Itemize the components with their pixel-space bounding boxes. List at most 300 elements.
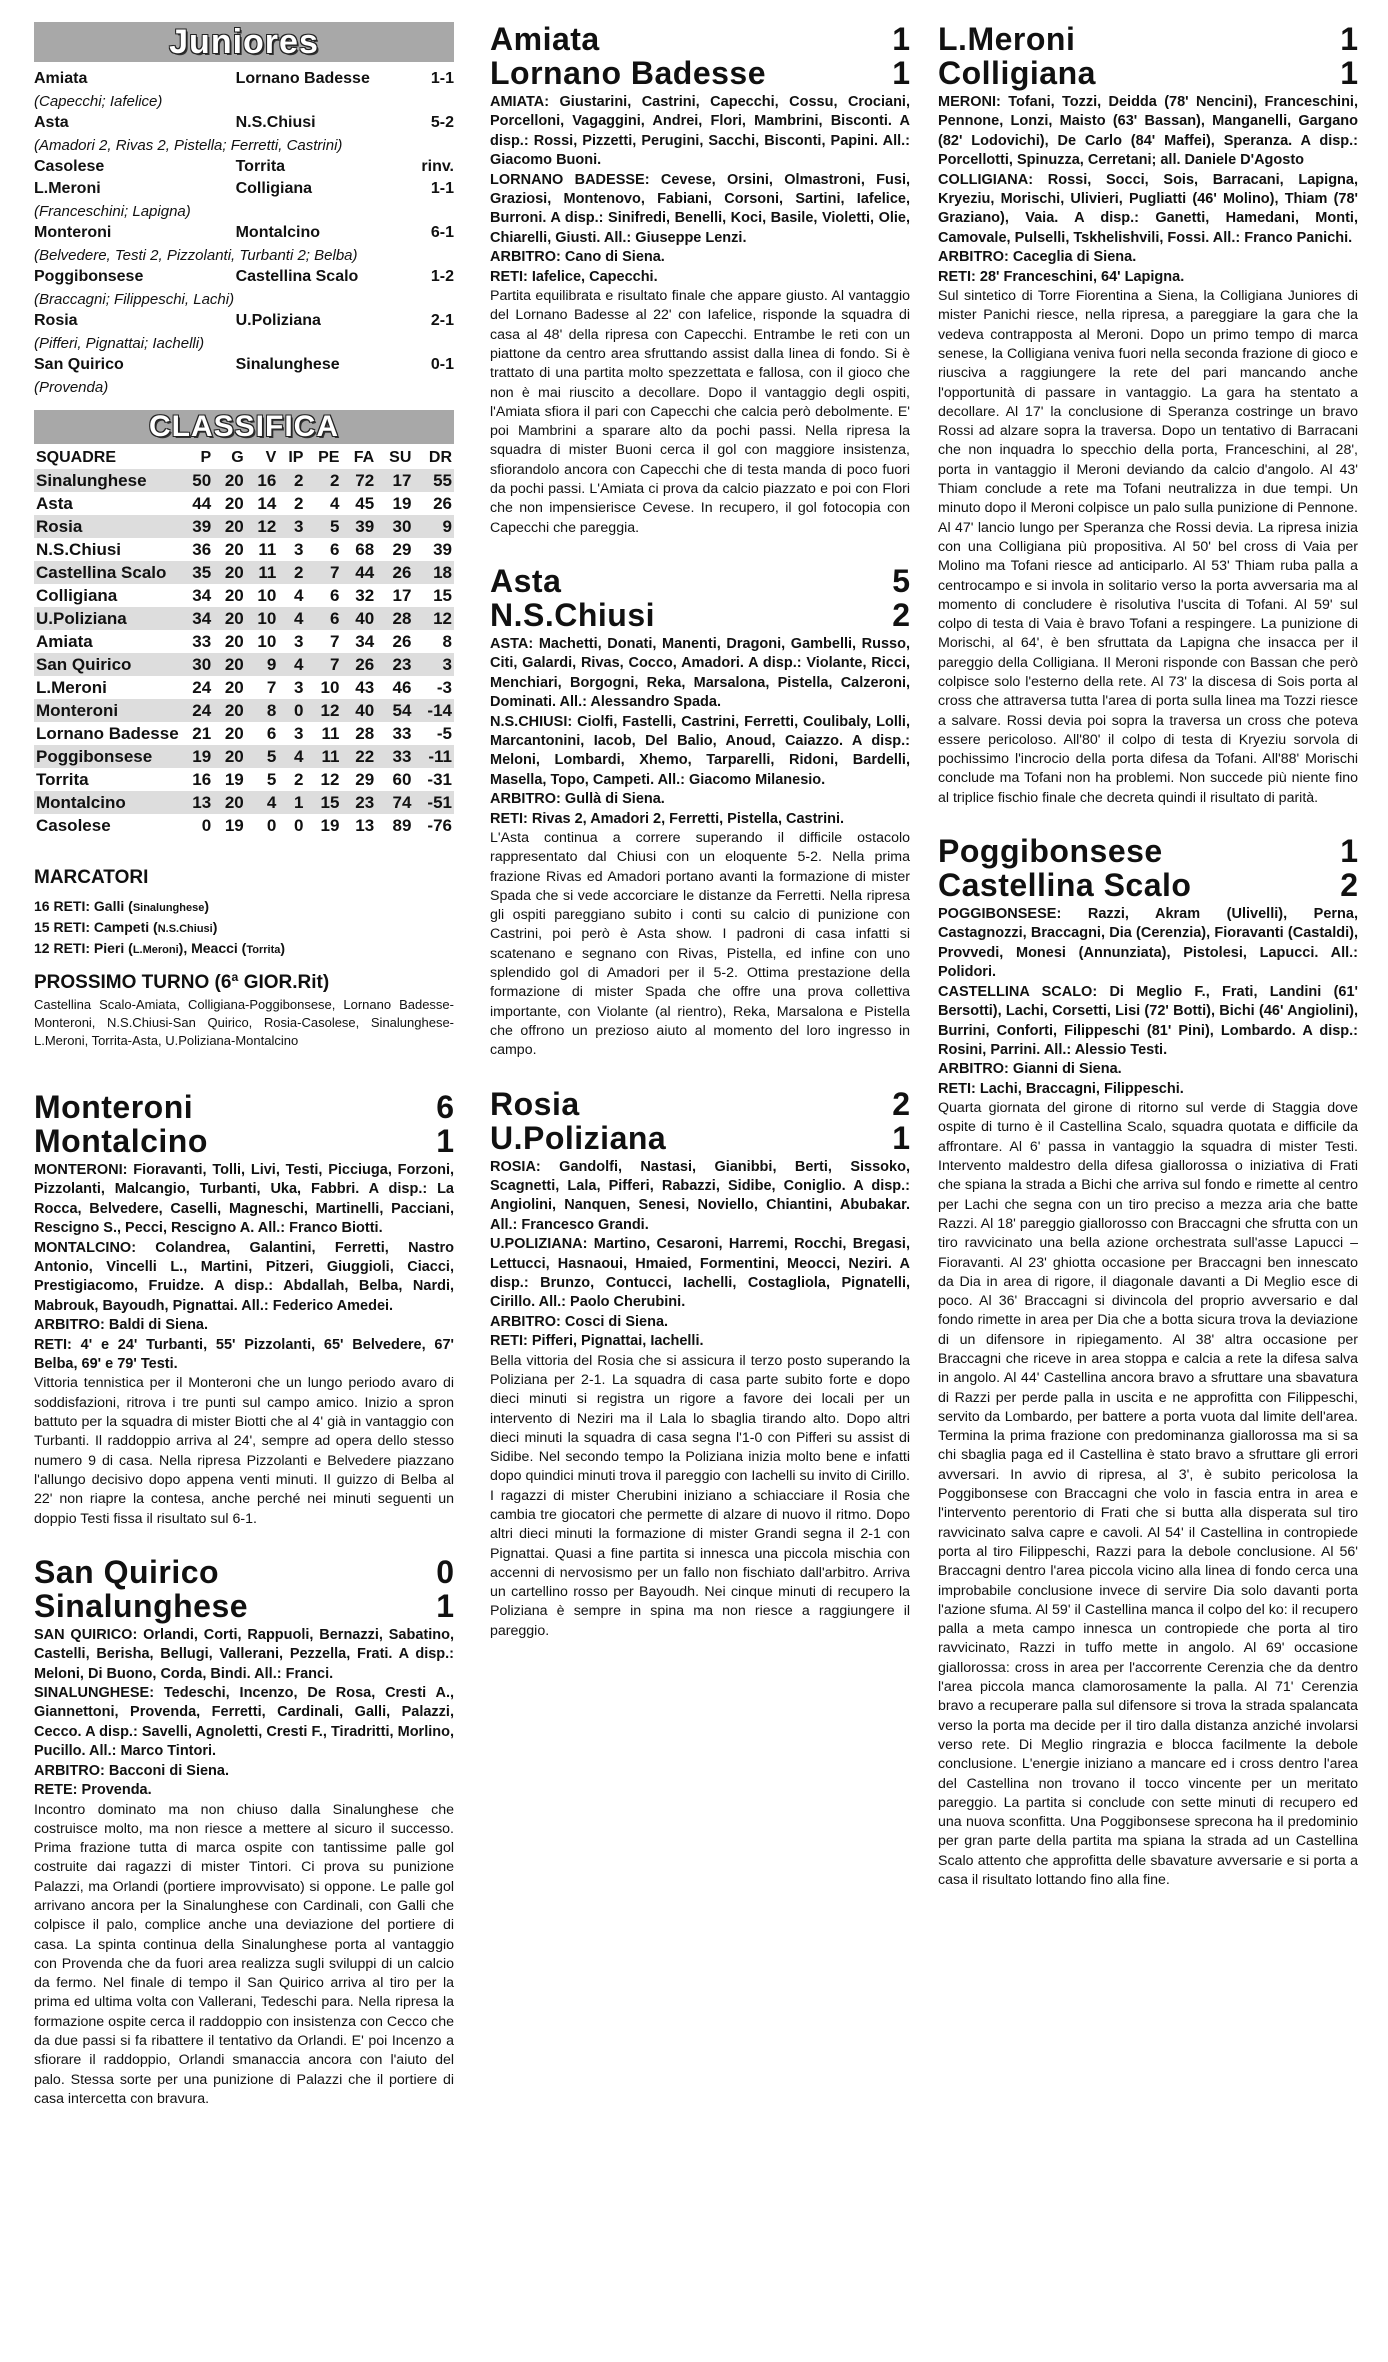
result-score: rinv. xyxy=(421,158,454,175)
match-sanquirico-sinalunghese xyxy=(34,1555,454,2109)
home-lineup xyxy=(490,93,910,171)
referee xyxy=(34,1316,454,1335)
standings-cell: 1 xyxy=(278,791,305,814)
away-team-name: U.Poliziana xyxy=(490,1119,667,1156)
away-lineup-label: SINALUNGHESE: xyxy=(34,1685,155,1702)
standings-cell: 20 xyxy=(213,699,246,722)
match-info xyxy=(34,1626,454,1801)
standings-cell: 9 xyxy=(246,653,279,676)
standings-cell: 19 xyxy=(392,493,412,513)
standings-cell: 89 xyxy=(392,815,412,835)
goals-text: Pifferi, Pignattai, Iachelli. xyxy=(531,1333,704,1350)
marcatore-team: Sinalunghese xyxy=(132,902,205,914)
standings-cell: 26 xyxy=(341,653,376,676)
marcatore-team: L.Meroni xyxy=(132,944,179,956)
match-away-row xyxy=(938,56,1358,90)
result-scorers: (Pifferi, Pignattai; Iachelli) xyxy=(34,334,205,352)
standings-cell: 23 xyxy=(376,653,413,676)
match-home-row xyxy=(490,22,910,56)
standings-cell: 20 xyxy=(213,607,246,630)
standings-cell: 40 xyxy=(341,699,376,722)
away-lineup-label: LORNANO BADESSE: xyxy=(490,171,650,188)
result-away: Castellina Scalo xyxy=(235,268,359,285)
match-home-row xyxy=(34,1555,454,1589)
standings-cell: 6 xyxy=(329,539,340,559)
standings-cell: 16 xyxy=(192,769,212,789)
standings-cell: 20 xyxy=(213,745,246,768)
standings-cell: 28 xyxy=(355,723,375,743)
away-lineup-text: Rossi, Socci, Sois, Barracani, Lapigna, Kryeziu, Morischi, Ulivieri, Pugliatti (46' Molino), Thiam (78' Graziano), Vaia. A disp.: Ganetti, Hamedani, Monti, Camovale, Pulselli, Tskhelishvili, Fossi. All.: Franco Panichi. xyxy=(938,171,1359,246)
standings-cell: 36 xyxy=(192,539,212,559)
home-lineup-label: POGGIBONSESE: xyxy=(938,906,1062,923)
away-team-name: N.S.Chiusi xyxy=(490,596,656,633)
standings-cell: 39 xyxy=(341,515,376,538)
home-lineup xyxy=(490,1158,910,1236)
marcatori-list xyxy=(34,897,454,960)
standings-header-cell: P xyxy=(200,448,212,466)
away-score: 1 xyxy=(1340,55,1358,91)
marcatore-text: 12 RETI: Pieri ( xyxy=(34,940,133,956)
goals-text: Rivas 2, Amadori 2, Ferretti, Pistella, Castrini. xyxy=(531,810,845,827)
team-name: Casolese xyxy=(36,815,111,835)
standings-cell: 4 xyxy=(246,791,279,814)
standings-cell: 13 xyxy=(355,815,375,835)
goals-label: RETE: xyxy=(34,1782,78,1799)
goals-text: Provenda. xyxy=(81,1782,152,1799)
home-score: 0 xyxy=(436,1553,454,1590)
standings-cell: 43 xyxy=(355,677,375,697)
home-lineup xyxy=(490,635,910,713)
goals-label: RETI: xyxy=(490,810,528,827)
standings-header-cell: FA xyxy=(353,448,375,466)
standings-cell: 32 xyxy=(355,585,375,605)
standings-cell: 24 xyxy=(192,677,212,697)
home-score: 1 xyxy=(1340,833,1358,870)
result-score: 6-1 xyxy=(430,224,454,241)
team-name: Rosia xyxy=(34,515,181,538)
away-score: 1 xyxy=(436,1123,454,1159)
away-lineup-label: MONTALCINO: xyxy=(34,1239,137,1256)
standings-cell: 26 xyxy=(392,631,412,651)
standings-row xyxy=(34,653,454,676)
standings-cell: 33 xyxy=(392,723,412,743)
away-lineup-label: U.POLIZIANA: xyxy=(490,1236,588,1253)
away-lineup-text: Tedeschi, Incenzo, De Rosa, Cresti A., Giannettoni, Provenda, Ferretti, Cardinali, Galli, Palazzi, Cecco. A disp.: Savelli, Agnoletti, Cresti F., Tiradritti, Morlino, Pucillo. All.: Marco Tintori. xyxy=(34,1685,454,1760)
standings-header-label: I xyxy=(288,448,293,466)
standings-cell: 6 xyxy=(305,607,341,630)
standings-cell: 3 xyxy=(278,515,305,538)
standings-cell: 26 xyxy=(433,493,452,513)
standings-cell: 7 xyxy=(266,677,277,697)
marcatore-team: N.S.Chiusi xyxy=(157,923,213,935)
home-team-name: L.Meroni xyxy=(938,21,1076,57)
standings-cell: 7 xyxy=(305,653,341,676)
standings-row xyxy=(34,561,454,584)
standings-cell: 21 xyxy=(192,723,212,743)
standings-cell: 15 xyxy=(433,585,452,605)
match-home-row xyxy=(938,22,1358,56)
referee xyxy=(938,1060,1358,1079)
result-scorers-row xyxy=(34,244,454,266)
result-scorers-row xyxy=(34,288,454,310)
result-scorers-row xyxy=(34,376,454,398)
result-away: U.Poliziana xyxy=(235,312,321,329)
referee xyxy=(34,1762,454,1781)
standings-cell: -3 xyxy=(436,677,452,697)
referee-text: Cano di Siena. xyxy=(564,249,665,266)
match-report: Sul sintetico di Torre Fiorentina a Siena, la Colligiana Juniores di mister Panichi riesce, nella ripresa, a pareggiare la gara che la vedeva contrapposta al Meroni. Dopo un primo tempo di marca senese, la Colligiana veniva fuori nella seconda frazione di gioco e riusciva a raggiungere la rete del pari mancando anche l'opportunità di passare in vantaggio. La gara ha stentato a decollare. Al 17' la conclusione di Speranza costringe un bravo Rossi ad alzare sopra la traversa. Dopo un tentativo di Barracani che non inquadra lo specchio della porta, Franceschini, al 28', porta in vantaggio il Meroni deviando da calcio d'angolo. Al 43' Thiam conclude a rete ma Tofani neutralizza in due tempi. Un minuto dopo il Meroni colpisce un palo sulla punizione di Pennone. Al 47' lancio lungo per Speranza che Rossi devia. La ripresa inizia con una Colligiana più propositiva. Al 50' bel cross di Vaia per Molino ma Tofani riesce ad anticiparlo. Al 53' Thiam ruba palla a centrocampo e si invola in solitario verso la porta avversaria ma al momento di concludere è risolutiva l'uscita di Tofani. Al 59' sul colpo di testa di Vaia è bravo Tofani a respingere. La punizione di Morischi, al 64', è ben sfruttata da Lapigna che insacca per il pareggio della Colligiana. Il Meroni risponde con Bassan che però colpisce solo l'esterno della rete. Al 73' la discesa di Sois porta al cross che attraversa tutta l'area di porta sulla linea ma Tozzi riesce a salvare. Rossi devia poi sopra la traversa un cross che poteva essere pericoloso. All'80' il colpo di testa di Kryeziu sorvola di pochissimo l'incrocio della porta difesa da Tofani. All'88' Morischi conclude ma Tofani non ha problemi. Non succede più niente fino al triplice fischio finale che decreta quindi il risultato di parità. xyxy=(938,288,1358,806)
match-away-row xyxy=(34,1589,454,1623)
standings-row xyxy=(34,722,454,745)
standings-cell: 50 xyxy=(181,469,214,492)
team-name: Lornano Badesse xyxy=(36,723,179,743)
standings-cell: 2 xyxy=(278,561,305,584)
away-lineup xyxy=(34,1239,454,1317)
result-home: L.Meroni xyxy=(34,180,101,197)
marcatore-end: ), Meacci ( xyxy=(178,940,247,956)
away-score: 1 xyxy=(892,1119,910,1156)
standings-cell: 20 xyxy=(213,653,246,676)
away-lineup xyxy=(490,171,910,249)
standings-cell: 0 xyxy=(278,699,305,722)
goals xyxy=(34,1336,454,1375)
standings-row xyxy=(34,814,454,837)
standings-row xyxy=(34,607,454,630)
result-score: 1-1 xyxy=(430,70,454,87)
away-lineup-label: CASTELLINA SCALO: xyxy=(938,983,1098,1000)
standings-cell: 30 xyxy=(181,653,214,676)
standings-row xyxy=(34,699,454,722)
result-scorers: (Braccagni; Filippeschi, Lachi) xyxy=(34,290,235,308)
home-lineup-label: ROSIA: xyxy=(490,1158,541,1175)
match-report: Incontro dominato ma non chiuso dalla Sinalunghese che costruisce molto, ma non riesce a mettere al sicuro il successo. Prima frazione tutta di marca ospite con tantissime palle gol costruite dai ragazzi di mister Tintori. Ci prova su punizione Palazzi, ma Orlandi (portiere improvvisato) si oppone. Le palle gol arrivano ancora per la Sinalunghese con Cardinali, con Galli che colpisce il palo, complice anche una deviazione del portiere di casa. La spinta continua della Sinalunghese porta al vantaggio con Provenda che da fuori area realizza sugli sviluppi di un calcio da fermo. Nel finale di tempo il San Quirico arriva al tiro per la prima ed ultima volta con Vallerani, Tedeschi para. Nella ripresa la formazione ospite cerca il raddoppio con insistenza con Cecco che da due passi si fa ribattere il tentativo da Orlandi. E' poi Incenzo a sfiorare il raddoppio, Orlandi smanaccia ancora con l'aiuto del palo. Stessa sorte per una punizione di Palazzi che il portiere di casa intercetta con bravura. xyxy=(34,1801,454,2107)
column-middle xyxy=(490,22,910,1641)
result-away: Montalcino xyxy=(235,224,321,241)
away-lineup xyxy=(34,1684,454,1762)
referee-text: Gianni di Siena. xyxy=(1012,1061,1122,1078)
goals xyxy=(490,810,910,829)
match-info xyxy=(490,1158,910,1352)
standings-cell: 20 xyxy=(224,723,244,743)
team-name: Poggibonsese xyxy=(34,745,181,768)
away-lineup xyxy=(938,983,1358,1061)
standings-cell: 2 xyxy=(293,493,304,513)
result-score: 1-1 xyxy=(430,180,454,197)
result-scorers: (Belvedere, Testi 2, Pizzolanti, Turbanti 2; Belba) xyxy=(34,246,358,264)
result-away: Sinalunghese xyxy=(235,356,340,373)
column-right xyxy=(938,22,1358,1890)
referee xyxy=(490,790,910,809)
standings-cell: 3 xyxy=(293,677,304,697)
away-team-name: Castellina Scalo xyxy=(938,867,1192,904)
standings-cell: -31 xyxy=(427,769,452,789)
goals-text: 4' e 24' Turbanti, 55' Pizzolanti, 65' Belvedere, 67' Belba, 69' e 79' Testi. xyxy=(34,1336,454,1373)
referee-text: Cosci di Siena. xyxy=(564,1313,669,1330)
standings-cell: 5 xyxy=(305,515,341,538)
result-scorers-row xyxy=(34,332,454,354)
standings-cell: 44 xyxy=(341,561,376,584)
standings-cell: 11 xyxy=(321,723,340,743)
marcatore-text: 16 RETI: Galli ( xyxy=(34,898,133,914)
standings-cell: 3 xyxy=(293,723,304,743)
standings-cell: 8 xyxy=(442,631,452,651)
away-team-name: Colligiana xyxy=(938,55,1096,91)
away-lineup-text: Cevese, Orsini, Olmastroni, Fusi, Graziosi, Montenovo, Fabiani, Corsoni, Sartini, Iafelice, Burroni. A disp.: Sinifredi, Benelli, Koci, Basile, Violetti, Olie, Chiarelli, Giusti. All.: Giuseppe Lenzi. xyxy=(490,171,911,246)
standings-cell: 10 xyxy=(257,585,277,605)
away-team-name: Lornano Badesse xyxy=(490,55,767,91)
match-meroni-colligiana xyxy=(938,22,1358,808)
match-info xyxy=(34,1161,454,1374)
team-name: Sinalunghese xyxy=(34,469,181,492)
referee xyxy=(490,1313,910,1332)
result-row xyxy=(34,266,454,288)
goals-label: RETI: xyxy=(490,268,528,285)
standings-cell: 33 xyxy=(192,631,212,651)
match-asta-chiusi xyxy=(490,564,910,1061)
match-away-row xyxy=(938,868,1358,902)
match-poggibonsese-castellina xyxy=(938,834,1358,1890)
standings-cell: 2 xyxy=(305,469,341,492)
away-lineup-label: N.S.CHIUSI: xyxy=(490,713,573,730)
home-lineup-label: ASTA: xyxy=(490,635,534,652)
standings-cell: 35 xyxy=(181,561,214,584)
standings-cell: 4 xyxy=(278,607,305,630)
match-home-row xyxy=(34,1090,454,1124)
standings-cell: 29 xyxy=(355,769,375,789)
referee-label: ARBITRO: xyxy=(34,1317,105,1334)
standings-cell: 0 xyxy=(293,815,304,835)
result-home: Asta xyxy=(34,114,69,131)
result-score: 2-1 xyxy=(430,312,454,329)
match-info xyxy=(490,635,910,829)
referee-text: Baldi di Siena. xyxy=(108,1317,209,1334)
home-lineup-label: SAN QUIRICO: xyxy=(34,1626,138,1643)
standings-cell: 60 xyxy=(392,769,412,789)
match-report: Bella vittoria del Rosia che si assicura il terzo posto superando la Poliziana per 2-1. La squadra di casa parte subito forte e dopo dieci minuti si registra un rigore a favore dei locali per un intervento di Neziri ma il Lala lo sbaglia tirando alto. Dopo altri dieci minuti la squadra di casa segna l'1-0 con Pifferi su assist di Sidibe. Nel secondo tempo la Poliziana inizia molto bene e infatti dopo quindici minuti trova il pareggio con Iachelli su invito di Cirillo. I ragazzi di mister Cherubini iniziano a schiacciare il Rosia che cambia tre giocatori che permette di alzare di nuovo il ritmo. Dopo altri dieci minuti la formazione di mister Grandi segna il 2-1 con Pignattai. Quasi a fine partita si innesca una piccola mischia con accenni di nervosismo per un fallo non fischiato dall'arbitro. Arriva un cartellino rosso per Bayoudh. Nei cinque minuti di recupero la Poliziana è sempre in spina ma non riesce a raggiungere il pareggio. xyxy=(490,1352,910,1639)
column-left xyxy=(34,22,454,2109)
goals-label: RETI: xyxy=(34,1336,72,1353)
match-info xyxy=(938,93,1358,287)
standings-cell: 54 xyxy=(376,699,413,722)
match-amiata-lornano xyxy=(490,22,910,538)
standings-cell: 5 xyxy=(246,745,279,768)
result-row xyxy=(34,68,454,90)
home-team-name: Monteroni xyxy=(34,1089,194,1125)
standings-cell: 18 xyxy=(413,561,454,584)
referee-label: ARBITRO: xyxy=(490,791,561,808)
result-scorers: (Franceschini; Lapigna) xyxy=(34,202,191,220)
match-home-row xyxy=(490,1087,910,1121)
home-score: 2 xyxy=(892,1085,910,1122)
marcatore-line xyxy=(34,897,454,918)
referee-label: ARBITRO: xyxy=(34,1762,105,1779)
home-lineup-text: Gandolfi, Nastasi, Gianibbi, Berti, Sissoko, Scagnetti, Lala, Pifferi, Rabazzi, Sidibe, Coniglio. A disp.: Angiolini, Nanquen, Senesi, Noviello, Chiantini, Abubakar. All.: Francesco Grandi. xyxy=(490,1158,910,1233)
result-away: Torrita xyxy=(235,158,286,175)
result-home: San Quirico xyxy=(34,356,124,373)
goals-text: Iafelice, Capecchi. xyxy=(531,268,658,285)
away-lineup xyxy=(938,171,1358,249)
goals-text: Lachi, Braccagni, Filippeschi. xyxy=(979,1080,1184,1097)
result-home: Poggibonsese xyxy=(34,268,144,285)
referee-label: ARBITRO: xyxy=(490,249,561,266)
standings-cell: 19 xyxy=(224,769,244,789)
home-lineup-label: MERONI: xyxy=(938,94,1001,110)
team-name: San Quirico xyxy=(34,653,181,676)
standings-cell: 72 xyxy=(341,469,376,492)
standings-header xyxy=(34,446,454,469)
referee-text: Bacconi di Siena. xyxy=(108,1762,229,1779)
standings-cell: 3 xyxy=(293,539,304,559)
standings-cell: 12 xyxy=(320,769,340,789)
match-away-row xyxy=(34,1124,454,1158)
standings-cell: 4 xyxy=(293,585,304,605)
result-home: Casolese xyxy=(34,158,105,175)
marcatore-end: ) xyxy=(204,898,210,914)
standings-cell: 7 xyxy=(329,631,340,651)
standings-cell: 22 xyxy=(341,745,376,768)
marcatore-end: ) xyxy=(280,940,286,956)
marcatore-end: ) xyxy=(212,919,218,935)
standings-cell: 11 xyxy=(305,745,341,768)
standings-cell: 3 xyxy=(293,631,304,651)
away-lineup-text: Colandrea, Galantini, Ferretti, Nastro Antonio, Vincelli L., Martini, Pitzeri, Giuggioli, Ciacci, Prestigiacomo, Fruidze. A disp.: Abdallah, Belba, Nardi, Mabrouk, Bayoudh, Pignattai. All.: Federico Amedei. xyxy=(34,1239,454,1314)
standings-cell: 14 xyxy=(257,493,277,513)
referee-label: ARBITRO: xyxy=(938,1061,1009,1078)
result-away: Lornano Badesse xyxy=(235,70,370,87)
standings-cell: 12 xyxy=(246,515,279,538)
standings-row xyxy=(34,469,454,492)
result-row xyxy=(34,222,454,244)
standings-cell: 9 xyxy=(413,515,454,538)
home-score: 1 xyxy=(892,21,910,57)
standings-cell: 34 xyxy=(355,631,375,651)
match-report: Quarta giornata del girone di ritorno sul verde di Staggia dove ospite di turno è il Castellina Scalo, squadra quotata e difficile da affrontare. Al 6' passa in vantaggio la squadra di mister Testi. Intervento maldestro della difesa giallorossa o iniziativa di Frati che spiana la strada a Bichi che arriva sul fondo e rimette al centro per Lachi che segna con un tiro preciso a mezza aria che batte Razzi. Al 18' pareggio giallorosso con Braccagni che sfrutta con un tiro ravvicinato una bella azione orchestrata sull'asse Lapucci – Fioravanti. Al 23' ghiotta occasione per Braccagni ben innescato da Dia in area di rigore, il diagonale davanti a Di Meglio esce di poco. Al 36' Braccagni si divincola del proprio avversario e dal fondo rimette in area per Dia che a botta sicura trova la deviazione di un difensore in ripiegamento. Al 38' altra occasione per Braccagni che riceve in area stoppa e calcia a rete la difesa salva in angolo. Al 44' Castellina ancora bravo a sfruttare una sbavatura di Razzi per perde palla in uscita e ne approfitta con Filippeschi, servito da Lombardo, per battere a porta vuota dal limite dell'area. Termina la prima frazione con predominanza giallorossa ma si sa chi sbaglia paga ed il Castellina è stato bravo a sfruttare gli errori avversari. In avvio di ripresa, al 3', è subito pericolosa la Poggibonsese con Braccagni che volo in fascia entra in area e l'intervento perentorio di Frati che si butta alla disperata sul tiro ravvicinato salva capre e cavoli. Al 54' il Castellina in contropiede porta al tiro Filippeschi, Razzi para la debole conclusione. Al 56' Braccagni dentro l'area piccola vicino alla linea di fondo cerca una improbabile conclusione invece di servire Dia solo davanti porta l'azione sfuma. Al 59' il Castellina manca il colpo del ko: il recupero palla a meta campo innesca un contropiede che porta al tiro ravvicinato, Razzi in tuffo mette in angolo. Al 69' occasione giallorossa: cross in area per l'accorrente Cerenzia che da dentro l'area piccola manca clamorosamente la palla. Al 71' Cerenzia bravo a recuperare palla sul difensore si trova la strada spalancata verso la porta ma decide per il tiro dalla distanza anziché involarsi verso rete. Di Meglio ringrazia e blocca facilmente la debole conclusione. L'energie iniziano a mancare ed i cross dentro l'area del Castellina non trovano il tocco vincente per un meritato pareggio. La partita si conclude con sette minuti di recupero ed una nuova sconfitta. Una Poggibonsese sprecona ha il predominio per gran parte della partita ma spiana la strada ad un Castellina Scalo attento che approfitta delle sbavature avversarie e si porta a casa il risultato lottando fino alla fine. xyxy=(938,1100,1358,1889)
away-score: 1 xyxy=(436,1587,454,1624)
standings-cell: 34 xyxy=(181,607,214,630)
away-lineup-text: Ciolfi, Fastelli, Castrini, Ferretti, Coulibaly, Lolli, Marcantonini, Iacob, Del Balio, Anoud, Caiazzo. A disp.: Meloni, Lombardi, Xhemo, Tarparelli, Ridoni, Bardelli, Masella, Topo, Campeti. All.: Giacomo Milanesio. xyxy=(490,713,910,788)
referee xyxy=(938,248,1358,267)
standings-header-cell: SU xyxy=(389,448,412,466)
standings-cell: 17 xyxy=(376,469,413,492)
away-lineup xyxy=(490,713,910,791)
home-team-name: San Quirico xyxy=(34,1553,220,1590)
standings-cell: 20 xyxy=(213,515,246,538)
marcatore-line xyxy=(34,918,454,939)
juniores-banner: Juniores xyxy=(34,22,454,62)
prossimo-turno-text: Castellina Scalo-Amiata, Colligiana-Poggibonsese, Lornano Badesse-Monteroni, N.S.Chiusi-San Quirico, Rosia-Casolese, Sinalunghese-L.Meroni, Torrita-Asta, U.Poliziana-Montalcino xyxy=(34,997,454,1048)
home-lineup-text: Machetti, Donati, Manenti, Dragoni, Gambelli, Russo, Citi, Galardi, Rivas, Cocco, Amadori. A disp.: Violante, Ricci, Menchiari, Borgogni, Reka, Marsalona, Pistella, Calzeroni, Dominati. All.: Alessandro Spada. xyxy=(490,635,910,711)
standings-cell: 39 xyxy=(181,515,214,538)
match-home-row xyxy=(490,564,910,598)
home-score: 5 xyxy=(892,562,910,599)
standings-cell: 45 xyxy=(355,493,375,513)
marcatore-team: Torrita xyxy=(246,944,281,956)
home-lineup xyxy=(34,1161,454,1239)
standings-header-cell: V xyxy=(265,448,277,466)
standings-header-cell: PE xyxy=(318,448,340,466)
standings-cell: 20 xyxy=(224,585,244,605)
standings-cell: 11 xyxy=(246,561,279,584)
standings-cell: 24 xyxy=(181,699,214,722)
marcatore-text: 15 RETI: Campeti ( xyxy=(34,919,158,935)
standings-cell: 19 xyxy=(320,815,340,835)
standings-cell: -5 xyxy=(436,723,452,743)
standings-cell: 44 xyxy=(192,493,212,513)
goals-label: RETI: xyxy=(938,268,976,285)
prossimo-turno-title: PROSSIMO TURNO (6ª GIOR.Rit) xyxy=(34,972,330,993)
standings-cell: 30 xyxy=(376,515,413,538)
match-report: Partita equilibrata e risultato finale che appare giusto. Al vantaggio del Lornano Badesse al 22' con Iafelice, risponde la squadra di casa al 48' della ripresa con Capecchi. Entrambe le reti con un piattone da centro area sfruttando assist dalla linea di fondo. Si è trattato di una partita molto spezzettata e fallosa, con il gioco che non è mai riuscito a decollare. Dopo il vantaggio degli ospiti, l'Amiata sfiora il pari con Capecchi che calcia però debolmente. E' poi Mambrini a sparare alto da pochi passi. Nella ripresa la squadra di mister Buoni cerca il gol con maggiore insistenza, sfiorandolo ancora con Capecchi che di testa manda di poco fuori da pochi passi. L'Amiata ci prova da calcio piazzato e poi con Flori che non impensierisce Cevese. In recupero, il gol fotocopia con Capecchi che pareggia. xyxy=(490,288,910,536)
away-team-name: Montalcino xyxy=(34,1123,208,1159)
home-team-name: Poggibonsese xyxy=(938,833,1163,870)
standings-cell: 12 xyxy=(305,699,341,722)
home-score: 6 xyxy=(436,1089,454,1125)
standings-cell: 4 xyxy=(278,745,305,768)
team-name: Amiata xyxy=(36,631,93,651)
standings-cell: 15 xyxy=(305,791,341,814)
standings-cell: 17 xyxy=(392,585,412,605)
home-lineup xyxy=(938,905,1358,983)
team-name: Castellina Scalo xyxy=(34,561,181,584)
match-home-row xyxy=(938,834,1358,868)
match-away-row xyxy=(490,598,910,632)
result-row xyxy=(34,156,454,178)
referee-text: Caceglia di Siena. xyxy=(1012,249,1137,266)
referee-label: ARBITRO: xyxy=(490,1313,561,1330)
goals xyxy=(34,1781,454,1800)
match-report: L'Asta continua a correre superando il difficile ostacolo rappresentato dal Chiusi con un eloquente 5-2. Nella prima frazione Rivas ed Amadori portano avanti la formazione di mister Spada che si vede accorciare le distanze da Ferretti. Nella ripresa gli ospiti pareggiano subito i conti su calcio di punizione con Castrini, poi però è Asta show. I padroni di casa infatti si scatenano e segnano con Rivas, Pistella, ed infine con uno splendido gol di Amadori per il 5-2. Ottima prestazione della formazione di mister Spada che offre una prova collettiva importante, con Violante (al rientro), Reka, Marsalona e Pistella che offrono un prezioso aiuto al momento del loro ingresso in campo. xyxy=(490,829,910,1059)
match-rosia-poliziana xyxy=(490,1087,910,1642)
standings-row xyxy=(34,630,454,653)
classifica-banner: CLASSIFICA xyxy=(34,410,454,444)
standings-header-cell: G xyxy=(231,448,244,466)
home-score: 1 xyxy=(1340,21,1358,57)
standings-header-cell: SQUADRE xyxy=(36,448,117,466)
referee-label: ARBITRO: xyxy=(938,249,1009,266)
standings-cell: 16 xyxy=(246,469,279,492)
standings-cell: -14 xyxy=(413,699,454,722)
standings-cell: -76 xyxy=(427,815,452,835)
standings-cell: 7 xyxy=(305,561,341,584)
team-name: Asta xyxy=(36,493,73,513)
standings-row xyxy=(34,676,454,699)
marcatori-title: MARCATORI xyxy=(34,867,149,888)
standings-cell: 20 xyxy=(213,469,246,492)
away-lineup-text: Di Meglio F., Frati, Landini (61' Bersotti), Lachi, Corsetti, Lisi (72' Botti), Bichi (46' Angiolini), Burrini, Conforti, Filippeschi (81' Pini), Lombardo. A disp.: Rosini, Parrini. All.: Alessio Testi. xyxy=(938,983,1358,1058)
goals-label: RETI: xyxy=(490,1333,528,1350)
standings-row xyxy=(34,492,454,515)
standings-cell: 33 xyxy=(376,745,413,768)
standings-cell: 5 xyxy=(266,769,277,789)
home-lineup-text: Razzi, Akram (Ulivelli), Perna, Castagnozzi, Braccagni, Dia (Cerenzia), Fioravanti (Castaldi), Provvedi, Monesi (Annunziata), Pistolesi, Lapucci. All.: Polidori. xyxy=(938,906,1358,981)
result-scorers-row xyxy=(34,134,454,156)
standings-cell: -51 xyxy=(413,791,454,814)
result-scorers-row xyxy=(34,90,454,112)
home-lineup-label: AMIATA: xyxy=(490,94,550,110)
referee xyxy=(490,248,910,267)
match-away-row xyxy=(490,1121,910,1155)
result-away: N.S.Chiusi xyxy=(235,114,316,131)
standings-row xyxy=(34,745,454,768)
standings-cell: 19 xyxy=(181,745,214,768)
away-score: 1 xyxy=(892,55,910,91)
result-scorers: (Amadori 2, Rivas 2, Pistella; Ferretti, Castrini) xyxy=(34,136,343,154)
referee-text: Gullà di Siena. xyxy=(564,791,665,808)
standings-cell: 23 xyxy=(341,791,376,814)
team-name: Torrita xyxy=(36,769,89,789)
standings-cell: 10 xyxy=(320,677,340,697)
result-home: Monteroni xyxy=(34,224,112,241)
